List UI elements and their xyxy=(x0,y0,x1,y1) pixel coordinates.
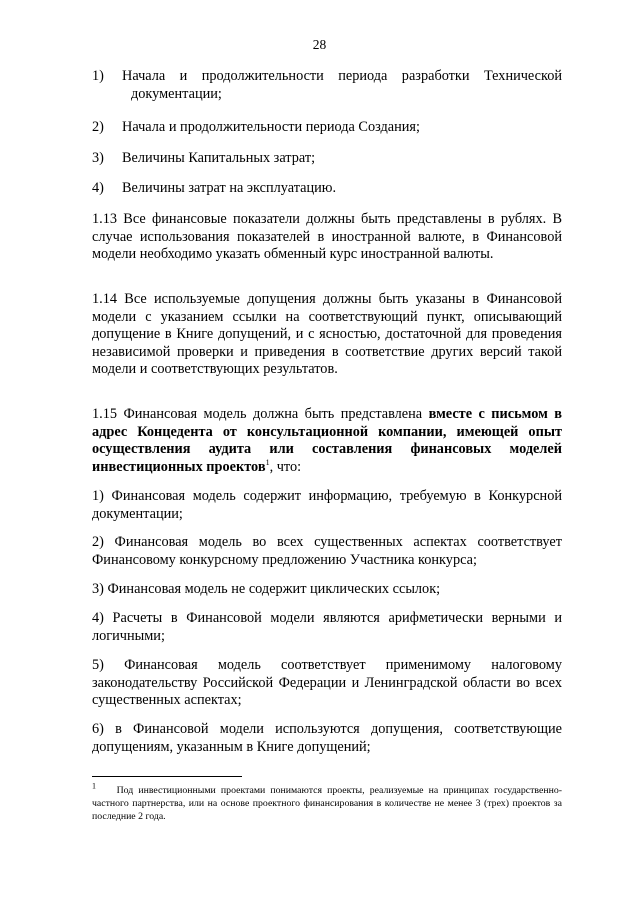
list-item-text: Начала и продолжительности периода Создания; xyxy=(122,119,420,135)
list-item-text: Начала и продолжительности периода разработки Технической документации; xyxy=(122,68,562,102)
list-item xyxy=(92,68,562,103)
list-item xyxy=(92,180,562,198)
list-item-number: 1) xyxy=(92,68,104,84)
paragraph-1-15-bold: вместе с письмом в адрес Концедента от консультационной компании, имеющей опыт осуществления аудита или составления финансовых моделей инвестиционных проектов xyxy=(92,406,562,475)
list-item xyxy=(92,150,562,168)
list-item: 3) Финансовая модель не содержит циклических ссылок; xyxy=(92,581,441,597)
list-item-number: 2) xyxy=(92,119,104,135)
list-item: 1) Финансовая модель содержит информацию, требуемую в Конкурсной документации; xyxy=(92,488,562,522)
paragraph-1-15-prefix: 1.15 Финансовая модель должна быть представлена xyxy=(92,406,429,422)
list-item-text: Величины затрат на эксплуатацию. xyxy=(122,180,337,196)
footnote-divider xyxy=(92,776,242,777)
list-item: 5) Финансовая модель соответствует применимому налоговому законодательству Российской Федерации и Ленинградской области во всех существенных аспектах; xyxy=(92,657,562,709)
footnote-reference: 1 xyxy=(265,458,270,468)
list-item: 6) в Финансовой модели используются допущения, соответствующие допущениям, указанным в Книге допущений; xyxy=(92,721,562,755)
list-item: 2) Финансовая модель во всех существенных аспектах соответствует Финансовому конкурсному предложению Участника конкурса; xyxy=(92,534,562,568)
list-item: 4) Расчеты в Финансовой модели являются арифметически верными и логичными; xyxy=(92,610,562,644)
paragraph-1-15 xyxy=(92,406,562,476)
list-item-number: 3) xyxy=(92,150,104,166)
page-number: 28 xyxy=(312,37,327,52)
list-item-number: 4) xyxy=(92,180,104,196)
footnote-mark: 1 xyxy=(92,781,96,791)
paragraph-1-15-suffix: , что: xyxy=(269,458,302,475)
footnote-text: Под инвестиционными проектами понимаются проекты, реализуемые на принципах государственно-частного партнерства, или на основе проектного финансирования в количестве не менее 3 (трех) проектов за последние 2 года. xyxy=(92,785,562,822)
footnote xyxy=(92,781,562,823)
paragraph-1-13: 1.13 Все финансовые показатели должны быть представлены в рублях. В случае использования показателей в иностранной валюте, в Финансовой модели необходимо указать обменный курс иностранной валюты. xyxy=(92,211,562,263)
list-item-text: Величины Капитальных затрат; xyxy=(122,150,316,166)
paragraph-1-14: 1.14 Все используемые допущения должны быть указаны в Финансовой модели с указанием ссылки на соответствующий пункт, описывающий допущение в Книге допущений, и с ясностью, достаточной для проведения независимой проверки и приведения в соответствие других версий такой модели и соответствующих результатов. xyxy=(92,291,562,378)
list-item xyxy=(92,119,562,137)
